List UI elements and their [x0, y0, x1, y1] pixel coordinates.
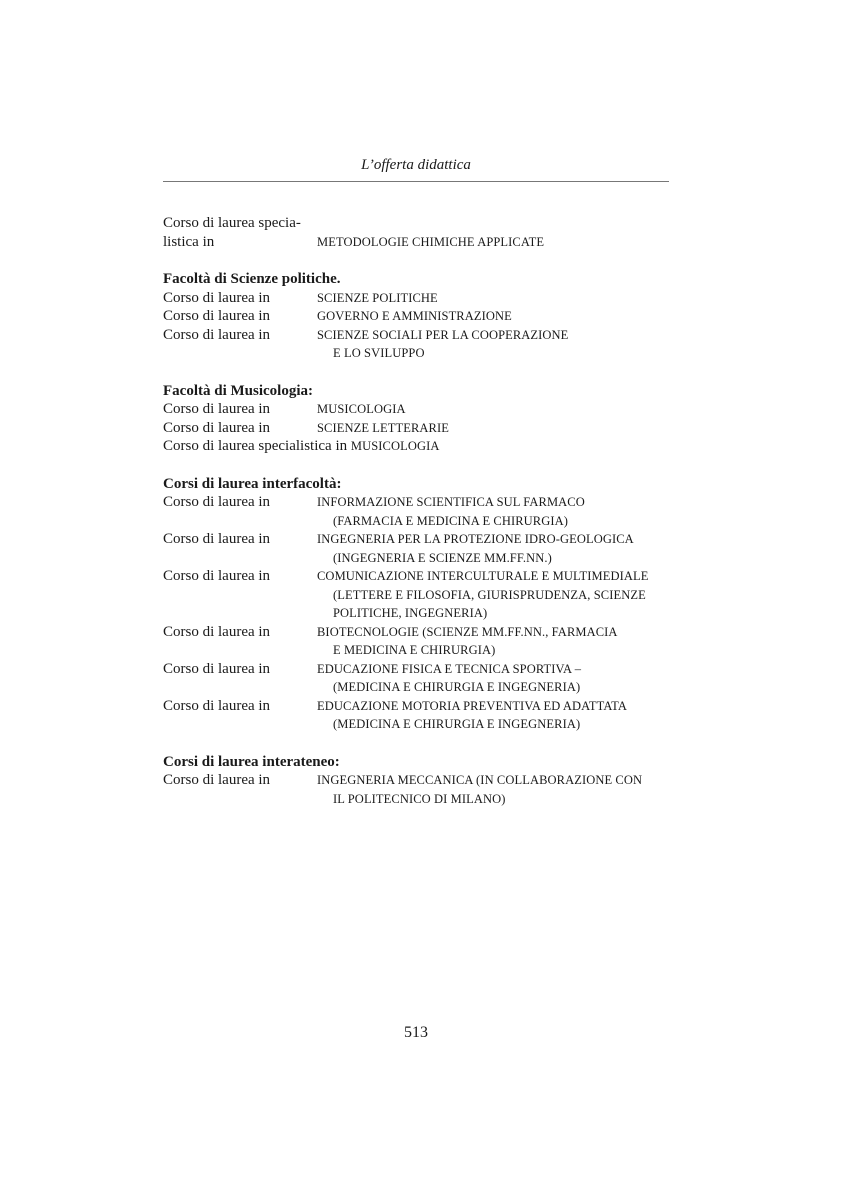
course-name-block [317, 623, 683, 660]
section-heading: Facoltà di Musicologia: [163, 382, 313, 399]
course-name-continuation: (MEDICINA E CHIRURGIA E INGEGNERIA) [333, 680, 581, 694]
course-name: EDUCAZIONE MOTORIA PREVENTIVA ED ADATTATA [317, 698, 627, 713]
course-name: COMUNICAZIONE INTERCULTURALE E MULTIMEDIALE [317, 569, 649, 583]
course-name: MUSICOLOGIA [317, 402, 406, 416]
page-number: 513 [404, 1024, 428, 1041]
course-name: BIOTECNOLOGIE (SCIENZE MM.FF.NN., FARMACIA [317, 624, 618, 639]
entry-label-line2: listica in [163, 233, 215, 250]
course-name-block [317, 530, 683, 567]
course-name-block [317, 697, 683, 734]
course-name: EDUCAZIONE FISICA E TECNICA SPORTIVA – [317, 661, 582, 676]
entry-label: Corso di laurea in [163, 660, 271, 677]
course-entry [163, 400, 683, 419]
entry-label: Corso di laurea in [163, 623, 271, 640]
course-name: INGEGNERIA PER LA PROTEZIONE IDRO-GEOLOGICA [317, 532, 634, 546]
course-name-continuation: E LO SVILUPPO [333, 346, 425, 360]
course-name-continuation: E MEDICINA E CHIRURGIA) [333, 643, 496, 657]
entry-label: Corso di laurea in [163, 697, 271, 714]
intro-entry [163, 214, 683, 251]
course-name: GOVERNO E AMMINISTRAZIONE [317, 309, 512, 323]
course-entry [163, 289, 683, 308]
course-entry-full [163, 437, 683, 456]
course-name-block [317, 771, 683, 808]
course-name-block [317, 493, 683, 530]
course-name: SCIENZE POLITICHE [317, 290, 438, 305]
course-name-block [317, 326, 683, 363]
course-listing [163, 214, 683, 808]
entry-label: Corso di laurea in [163, 401, 271, 417]
course-name-continuation: POLITICHE, INGEGNERIA) [333, 606, 488, 620]
entry-label-line1: Corso di laurea specia- [163, 215, 301, 231]
entry-label: Corso di laurea in [163, 494, 271, 510]
course-entry [163, 567, 683, 623]
course-entry [163, 493, 683, 530]
course-name-continuation: (FARMACIA E MEDICINA E CHIRURGIA) [333, 513, 569, 528]
section-heading: Corsi di laurea interfacoltà: [163, 475, 342, 492]
course-name-block [317, 567, 683, 623]
header-rule [163, 181, 669, 182]
course-entry [163, 326, 683, 363]
entry-label: Corso di laurea in [163, 772, 271, 788]
section-heading: Facoltà di Scienze politiche. [163, 271, 341, 287]
course-name-continuation: IL POLITECNICO DI MILANO) [333, 791, 506, 806]
course-entry [163, 307, 683, 326]
section-heading: Corsi di laurea interateneo: [163, 753, 340, 770]
section-interateneo [163, 753, 683, 809]
course-entry [163, 660, 683, 697]
course-name: SCIENZE LETTERARIE [317, 420, 449, 435]
entry-label: Corso di laurea specialistica in [163, 438, 351, 454]
section-scienze-politiche [163, 270, 683, 363]
course-name-continuation: (INGEGNERIA E SCIENZE MM.FF.NN.) [333, 550, 552, 565]
course-entry [163, 697, 683, 734]
course-name: INGEGNERIA MECCANICA (IN COLLABORAZIONE CON [317, 773, 643, 787]
running-title: L’offerta didattica [361, 157, 471, 173]
entry-label: Corso di laurea in [163, 326, 271, 343]
course-name: MUSICOLOGIA [350, 439, 440, 453]
course-name: INFORMAZIONE SCIENTIFICA SUL FARMACO [317, 495, 585, 509]
course-name-continuation: (MEDICINA E CHIRURGIA E INGEGNERIA) [333, 717, 581, 731]
section-interfacolta [163, 475, 683, 734]
course-entry [163, 419, 683, 438]
section-musicologia [163, 382, 683, 456]
course-entry [163, 623, 683, 660]
course-name-continuation: (LETTERE E FILOSOFIA, GIURISPRUDENZA, SCIENZE [333, 587, 646, 602]
course-name: METODOLOGIE CHIMICHE APPLICATE [317, 234, 545, 249]
course-entry [163, 530, 683, 567]
course-entry [163, 771, 683, 808]
entry-label: Corso di laurea in [163, 419, 271, 436]
entry-label: Corso di laurea in [163, 568, 271, 584]
entry-label: Corso di laurea in [163, 289, 271, 306]
entry-label: Corso di laurea in [163, 531, 271, 547]
entry-label: Corso di laurea in [163, 308, 271, 324]
course-name: SCIENZE SOCIALI PER LA COOPERAZIONE [317, 327, 569, 342]
course-name-block [317, 660, 683, 697]
